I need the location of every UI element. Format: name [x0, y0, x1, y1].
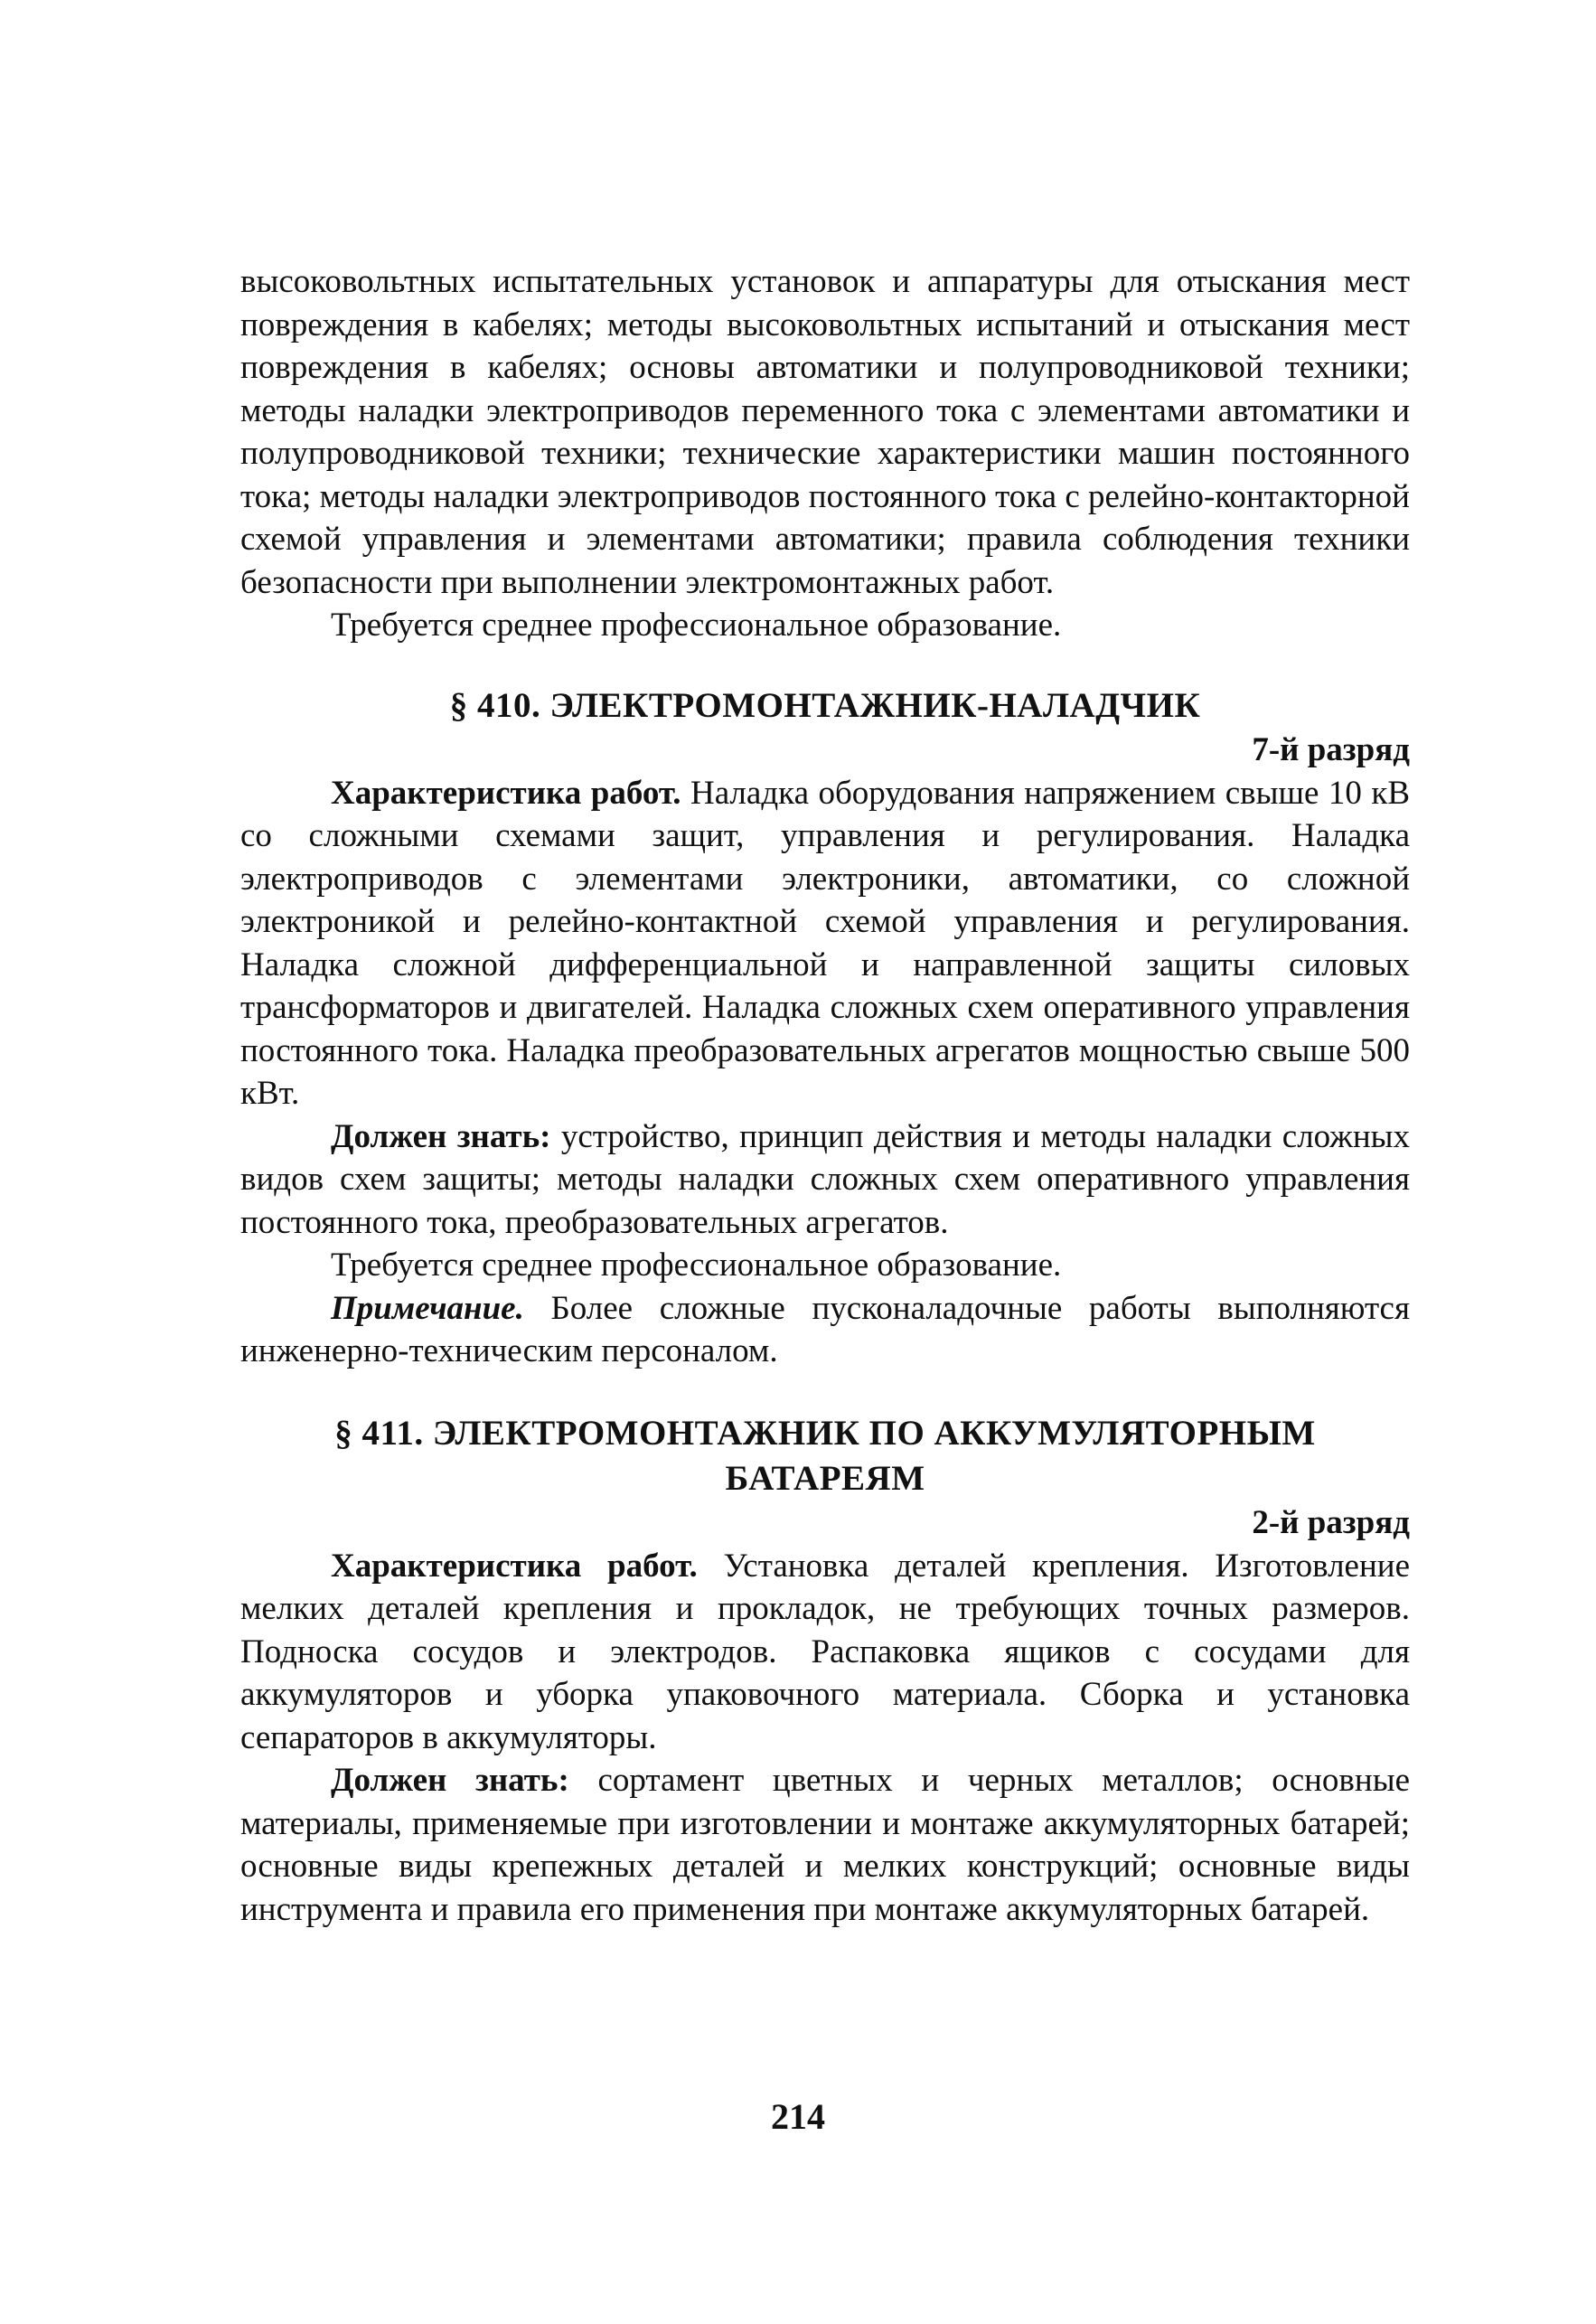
page-content: [240, 260, 1410, 1931]
section-411-rank: 2-й разряд: [1252, 1503, 1410, 1541]
work-text: Наладка оборудования напряжением свыше 10 кВ со сложными схемами защит, управления и регулирования. Наладка электроприводов с элементами электроники, автоматики, со сложной электроникой и релейно-контактной схемой управления и регулирования. Наладка сложной дифференциальной и направленной защиты силовых трансформаторов и двигателей. Наладка сложных схем оперативного управления постоянного тока. Наладка преобразовательных агрегатов мощностью свыше 500 кВт.: [240, 774, 1410, 1112]
note-label: Примечание.: [331, 1289, 524, 1327]
section-411-title: [240, 1411, 1410, 1501]
know-text: устройство, принцип действия и методы наладки сложных видов схем защиты; методы наладки сложных схем оперативного управления постоянного тока, преобразовательных агрегатов.: [240, 1117, 1410, 1241]
section-410-education: Требуется среднее профессиональное образование.: [331, 1247, 1062, 1284]
know-label: Должен знать:: [331, 1762, 569, 1799]
work-label: Характеристика работ.: [331, 774, 681, 812]
intro-education: Требуется среднее профессиональное образование.: [331, 607, 1062, 644]
section-410-note: [240, 1287, 1410, 1373]
section-410-must-know: [240, 1115, 1410, 1245]
know-text: сортамент цветных и черных металлов; основные материалы, применяемые при изготовлении и монтаже аккумуляторных батарей; основные виды крепежных деталей и мелких конструкций; основные виды инструмента и правила его применения при монтаже аккумуляторных батарей.: [240, 1762, 1410, 1928]
page-number: 214: [771, 2096, 825, 2137]
section-411-work-characteristics: [240, 1545, 1410, 1760]
section-411-title-line1: § 411. ЭЛЕКТРОМОНТАЖНИК ПО АККУМУЛЯТОРНЫМ: [334, 1413, 1316, 1453]
section-411-must-know: [240, 1759, 1410, 1931]
note-text: Более сложные пусконаладочные работы выполняются инженерно-техническим персоналом.: [240, 1289, 1410, 1369]
section-410-rank: 7-й разряд: [1252, 730, 1410, 768]
know-label: Должен знать:: [331, 1117, 551, 1155]
intro-paragraph: высоковольтных испытательных установок и аппаратуры для отыскания мест повреждения в кабелях; методы высоковольтных испытаний и отыскания мест повреждения в кабелях; основы автоматики и полупроводниковой техники; методы наладки электроприводов переменного тока с элементами автоматики и полупроводниковой техники; технические характеристики машин постоянного тока; методы наладки электроприводов постоянного тока с релейно-контакторной схемой управления и элементами автоматики; правила соблюдения техники безопасности при выполнении электромонтажных работ.: [240, 263, 1410, 601]
work-label: Характеристика работ.: [331, 1547, 698, 1585]
section-410-work-characteristics: [240, 772, 1410, 1115]
section-410-title: § 410. ЭЛЕКТРОМОНТАЖНИК-НАЛАДЧИК: [449, 685, 1201, 725]
work-text: Установка деталей крепления. Изготовление мелких деталей крепления и прокладок, не требующих точных размеров. Подноска сосудов и электродов. Распаковка ящиков с сосудами для аккумуляторов и уборка упаковочного материала. Сборка и установка сепараторов в аккумуляторы.: [240, 1547, 1411, 1756]
section-411-title-line2: БАТАРЕЯМ: [725, 1458, 925, 1498]
